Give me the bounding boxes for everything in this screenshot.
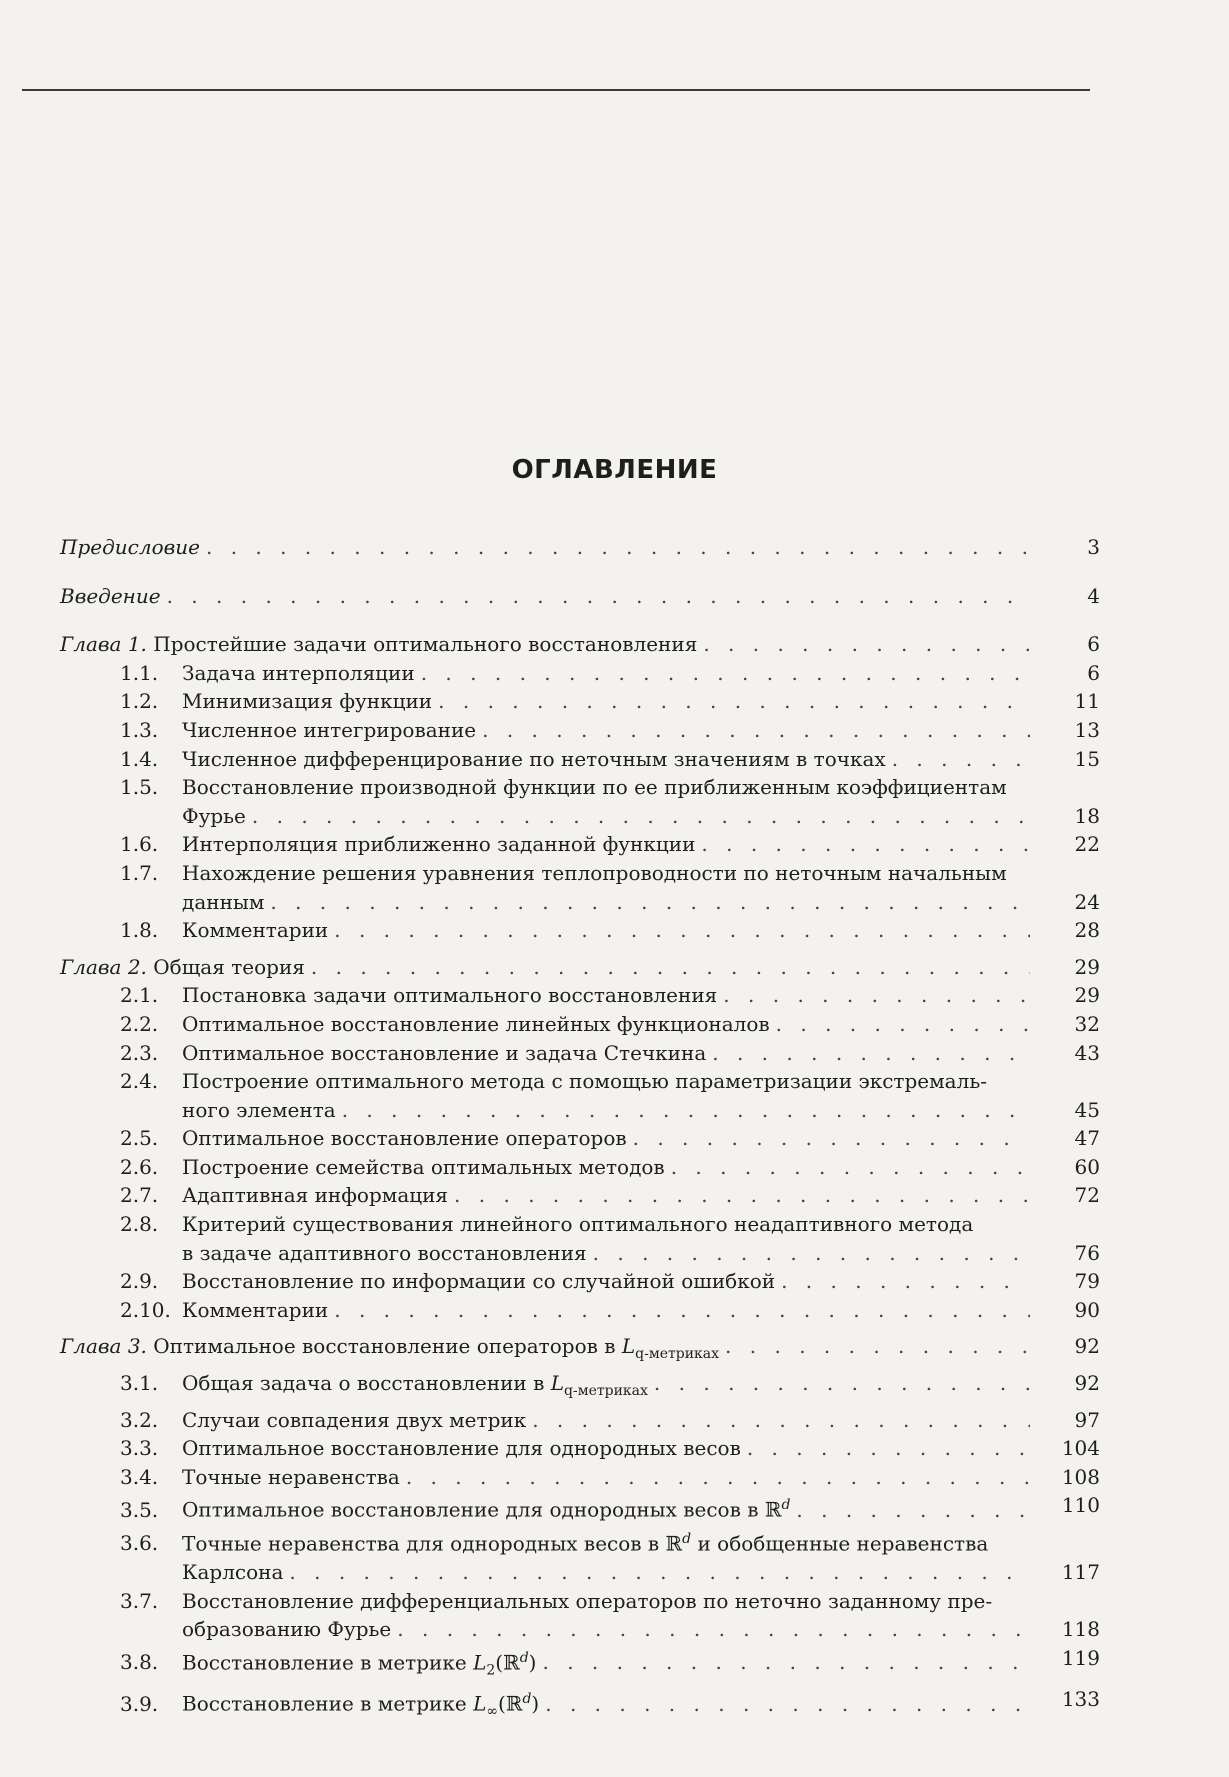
section-number: 1.3.: [120, 717, 159, 742]
toc-section-entry: [60, 716, 1100, 745]
dot-leader: [270, 888, 1030, 917]
page-number: 29: [1074, 954, 1100, 979]
chapter-title: Глава 1. Простейшие задачи оптимального восстановления: [60, 632, 698, 657]
chapter-title: Глава 2. Общая теория: [60, 954, 305, 979]
toc-section-entry: [60, 1067, 1100, 1124]
page-number: 28: [1074, 918, 1100, 943]
section-title: Нахождение решения уравнения теплопроводности по неточным начальным: [182, 860, 1007, 885]
page-number: 45: [1074, 1097, 1100, 1122]
dot-leader: [167, 582, 1030, 611]
page-number: 79: [1074, 1269, 1100, 1294]
page-number: 43: [1074, 1040, 1100, 1065]
section-title: Оптимальное восстановление операторов: [182, 1126, 627, 1151]
toc-chapter-entry: [60, 953, 1100, 982]
page-number: 13: [1074, 717, 1100, 742]
top-rule: [22, 89, 1090, 91]
toc-section-entry: [60, 1010, 1100, 1039]
section-title: Комментарии: [182, 918, 329, 943]
dot-leader: [712, 1039, 1030, 1068]
dot-leader: [671, 1153, 1030, 1182]
dot-leader: [545, 1690, 1030, 1719]
page-number: 11: [1074, 689, 1100, 714]
toc-front-entry: [60, 582, 1100, 611]
toc-section-entry: [60, 687, 1100, 716]
section-title: Оптимальное восстановление для однородных весов в ℝ$^d$: [182, 1497, 791, 1523]
page-number: 29: [1074, 983, 1100, 1008]
dot-leader: [421, 659, 1030, 688]
section-title: Восстановление дифференциальных операторов по неточно заданному пре-: [182, 1588, 993, 1613]
section-title: Оптимальное восстановление линейных функционалов: [182, 1011, 770, 1036]
dot-leader: [334, 1296, 1030, 1325]
section-title: Интерполяция приближенно заданной функции: [182, 832, 696, 857]
chapter-label: Глава 1.: [60, 632, 154, 657]
section-number: 2.4.: [120, 1069, 159, 1094]
toc-section-entry: [60, 981, 1100, 1010]
dot-leader: [482, 716, 1030, 745]
toc-section-entry: [60, 1153, 1100, 1182]
toc-chapter-entry: [60, 1332, 1100, 1369]
dot-leader: [723, 981, 1030, 1010]
dot-leader: [781, 1267, 1030, 1296]
dot-leader: [532, 1406, 1030, 1435]
table-of-contents: [60, 533, 1100, 1726]
section-title: Критерий существования линейного оптимального неадаптивного метода: [182, 1212, 974, 1237]
page-number: 118: [1061, 1617, 1100, 1642]
toc-section-entry: [60, 1369, 1100, 1406]
dot-leader: [892, 745, 1030, 774]
section-number: 1.1.: [120, 660, 159, 685]
chapter-label: Глава 2.: [60, 954, 154, 979]
dot-leader: [397, 1615, 1030, 1644]
section-title: Точные неравенства для однородных весов в ℝ$^d$ и обобщенные неравенства: [182, 1530, 989, 1556]
page-number: 117: [1061, 1559, 1100, 1584]
toc-section-entry: [60, 745, 1100, 774]
toc-section-entry: [60, 1525, 1100, 1587]
section-title: Адаптивная информация: [182, 1183, 449, 1208]
section-title: Восстановление в метрике $L_2(ℝ^d)$: [182, 1649, 537, 1679]
page-number: 24: [1074, 889, 1100, 914]
page-number: 47: [1074, 1126, 1100, 1151]
dot-leader: [747, 1434, 1030, 1463]
toc-section-entry: [60, 1124, 1100, 1153]
page-number: 18: [1074, 803, 1100, 828]
section-title: Построение семейства оптимальных методов: [182, 1154, 665, 1179]
dot-leader: [252, 802, 1030, 831]
toc-section-entry: [60, 1587, 1100, 1644]
section-number: 3.9.: [120, 1691, 159, 1716]
section-title-continuation: в задаче адаптивного восстановления: [182, 1240, 587, 1265]
toc-section-entry: [60, 1210, 1100, 1267]
page-number: 133: [1061, 1686, 1100, 1711]
section-title: Задача интерполяции: [182, 660, 415, 685]
section-number: 3.7.: [120, 1588, 159, 1613]
page-number: 22: [1074, 832, 1100, 857]
page-number: 6: [1087, 632, 1100, 657]
section-number: 2.8.: [120, 1212, 159, 1237]
toc-section-entry: [60, 1463, 1100, 1492]
section-title: Оптимальное восстановление и задача Стечкина: [182, 1040, 707, 1065]
dot-leader: [701, 830, 1030, 859]
dot-leader: [438, 687, 1030, 716]
section-number: 2.7.: [120, 1183, 159, 1208]
dot-leader: [289, 1558, 1030, 1587]
section-title: Случаи совпадения двух метрик: [182, 1407, 527, 1432]
section-number: 3.1.: [120, 1371, 159, 1396]
section-title: Восстановление в метрике $L_\infty(ℝ^d)$: [182, 1690, 540, 1720]
page-number: 90: [1074, 1297, 1100, 1322]
toc-section-entry: [60, 916, 1100, 945]
section-title-continuation: Фурье: [182, 803, 246, 828]
page-number: 4: [1087, 583, 1100, 608]
section-title: Численное дифференцирование по неточным значениям в точках: [182, 746, 886, 771]
page-title: ОГЛАВЛЕНИЕ: [511, 455, 718, 485]
section-number: 2.1.: [120, 983, 159, 1008]
toc-section-entry: [60, 1181, 1100, 1210]
section-number: 2.2.: [120, 1011, 159, 1036]
section-title: Восстановление производной функции по ее приближенным коэффициентам: [182, 775, 1007, 800]
dot-leader: [542, 1648, 1030, 1677]
section-number: 1.2.: [120, 689, 159, 714]
toc-section-entry: [60, 1644, 1100, 1685]
section-title-continuation: ного элемента: [182, 1097, 336, 1122]
toc-chapter-entry: [60, 630, 1100, 659]
section-number: 1.7.: [120, 860, 159, 885]
front-title: Предисловие: [60, 535, 200, 559]
dot-leader: [796, 1496, 1030, 1525]
page-number: 119: [1061, 1645, 1100, 1670]
section-title: Точные неравенства: [182, 1464, 400, 1489]
section-number: 2.10.: [120, 1297, 171, 1322]
dot-leader: [406, 1463, 1030, 1492]
page-number: 3: [1087, 535, 1100, 559]
page-number: 110: [1061, 1493, 1100, 1518]
dot-leader: [206, 533, 1030, 562]
toc-section-entry: [60, 1434, 1100, 1463]
section-number: 2.9.: [120, 1269, 159, 1294]
toc-section-entry: [60, 859, 1100, 916]
dot-leader: [454, 1181, 1030, 1210]
section-number: 3.8.: [120, 1650, 159, 1675]
front-title: Введение: [60, 583, 161, 608]
toc-section-entry: [60, 1406, 1100, 1435]
section-number: 1.8.: [120, 918, 159, 943]
section-number: 2.5.: [120, 1126, 159, 1151]
section-title-continuation: Карлсона: [182, 1559, 284, 1584]
page-number: 97: [1074, 1407, 1100, 1432]
dot-leader: [593, 1239, 1030, 1268]
chapter-label: Глава 3.: [60, 1334, 154, 1359]
dot-leader: [725, 1332, 1030, 1361]
toc-section-entry: [60, 830, 1100, 859]
page-number: 92: [1074, 1334, 1100, 1359]
section-number: 3.2.: [120, 1407, 159, 1432]
section-number: 3.5.: [120, 1498, 159, 1523]
section-title: Восстановление по информации со случайной ошибкой: [182, 1269, 776, 1294]
page-number: 6: [1087, 660, 1100, 685]
toc-section-entry: [60, 659, 1100, 688]
toc-section-entry: [60, 1267, 1100, 1296]
page-number: 76: [1074, 1240, 1100, 1265]
toc-section-entry: [60, 773, 1100, 830]
section-title: Общая задача о восстановлении в $L_{q-метриках}$: [182, 1371, 648, 1400]
section-number: 1.4.: [120, 746, 159, 771]
page-number: 32: [1074, 1011, 1100, 1036]
section-number: 1.6.: [120, 832, 159, 857]
toc-section-entry: [60, 1491, 1100, 1524]
section-title: Численное интегрирование: [182, 717, 477, 742]
dot-leader: [633, 1124, 1030, 1153]
section-number: 2.3.: [120, 1040, 159, 1065]
dot-leader: [342, 1096, 1030, 1125]
page-number: 92: [1074, 1371, 1100, 1396]
page-number: 104: [1061, 1436, 1100, 1461]
section-title-continuation: образованию Фурье: [182, 1617, 392, 1642]
section-number: 2.6.: [120, 1154, 159, 1179]
section-number: 3.4.: [120, 1464, 159, 1489]
section-title: Минимизация функции: [182, 689, 433, 714]
section-title: Постановка задачи оптимального восстановления: [182, 983, 718, 1008]
page-number: 60: [1074, 1154, 1100, 1179]
page-number: 72: [1074, 1183, 1100, 1208]
toc-section-entry: [60, 1296, 1100, 1325]
section-title-continuation: данным: [182, 889, 265, 914]
section-title: Оптимальное восстановление для однородных весов: [182, 1436, 741, 1461]
toc-section-entry: [60, 1039, 1100, 1068]
dot-leader: [334, 916, 1030, 945]
page-number: 15: [1074, 746, 1100, 771]
toc-front-entry: [60, 533, 1100, 562]
section-number: 1.5.: [120, 775, 159, 800]
toc-section-entry: [60, 1685, 1100, 1726]
dot-leader: [654, 1369, 1030, 1398]
chapter-title: Глава 3. Оптимальное восстановление операторов в $L_{q-метриках}$: [60, 1334, 720, 1363]
page-number: 108: [1061, 1464, 1100, 1489]
section-title: Построение оптимального метода с помощью параметризации экстремаль-: [182, 1069, 987, 1094]
section-number: 3.3.: [120, 1436, 159, 1461]
dot-leader: [776, 1010, 1030, 1039]
section-title: Комментарии: [182, 1297, 329, 1322]
dot-leader: [703, 630, 1030, 659]
section-number: 3.6.: [120, 1531, 159, 1556]
dot-leader: [311, 953, 1030, 982]
